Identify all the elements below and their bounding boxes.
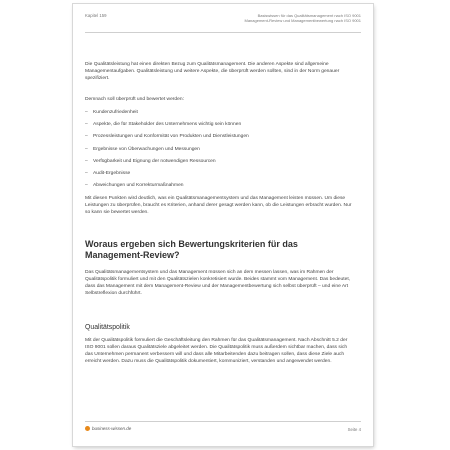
page-header <box>85 12 361 33</box>
list-item: – Aspekte, die für Stakeholder des Unternehmens wichtig sein können <box>85 122 353 134</box>
list-item: – Kundenzufriedenheit <box>85 110 353 122</box>
subsection-heading: Qualitätspolitik <box>85 324 130 331</box>
header-title-line2: Management-Review und Managementbewertung nach ISO 9001 <box>244 18 361 24</box>
paragraph-1: Die Qualitätsleistung hat einen direkten Bezug zum Qualitätsmanagement. Die anderen Aspekte sind allgemeine Managementaufgaben. Qualitätsleistung und weitere Aspekte, die überprüft werden sollten, sind in der Norm genauer spezifiziert. <box>85 62 340 81</box>
list-item: – Verfügbarkeit und Eignung der notwendigen Ressourcen <box>85 159 353 171</box>
list-item: – Abweichungen und Korrekturmaßnahmen <box>85 183 353 195</box>
header-title-line1: Basiswissen für das Qualitätsmanagement nach ISO 9001 <box>257 13 361 18</box>
logo <box>85 426 131 431</box>
page-number: Seite 4 <box>347 427 361 432</box>
page-footer <box>85 421 361 436</box>
list-item: – Prozessleistungen und Konformität von Produkten und Dienstleistungen <box>85 134 353 146</box>
paragraph-5: Mit der Qualitätspolitik formuliert die Geschäftsleitung den Rahmen für das Qualitätsmanagement. Nach Abschnitt 5.2 der ISO 9001 sollen daraus Qualitätsziele abgeleitet werden. Die Qualitätspolitik muss außerdem sichtbar machen, dass sich das Unternehmen permanent verbessern will und dass alle Mitarbeitenden dazu beitragen sollen, dass diese Ziele auch erreicht werden. Dazu muss die Qualitätspolitik dokumentiert, kommuniziert, verstanden und angewendet werden. <box>85 338 348 364</box>
paragraph-4: Das Qualitätsmanagementsystem und das Management müssen sich an dem messen lassen, was im Rahmen der Qualitätspolitik formuliert und mit den Qualitätszielen konkretisiert wurde. Beides stammt vom Management. Das bedeutet, dass das Management mit dem Management-Review und der Managementbewertung sich selbst überprüft – und eine Art Selbstreflexion durchführt. <box>85 270 351 296</box>
list-item: – Audit-Ergebnisse <box>85 171 353 183</box>
logo-text: business-wissen.de <box>92 426 132 431</box>
chapter-label: Kapitel 159 <box>85 13 107 18</box>
header-titles <box>244 13 361 23</box>
bullet-list <box>85 110 353 195</box>
paragraph-3: Mit diesen Punkten wird deutlich, was ein Qualitätsmanagementsystem und das Management leisten müssen. Um diese Leistungen zu überprüfen, braucht es Kriterien, anhand derer gesagt werden kann, ob die Leistungen erbracht wurden. Nur so kann sie bewertet werden. <box>85 196 352 215</box>
document-page <box>73 4 373 446</box>
list-item: – Ergebnisse von Überwachungen und Messungen <box>85 147 353 159</box>
logo-dot-icon <box>85 426 90 431</box>
paragraph-2: Demnach soll überprüft und bewertet werden: <box>85 97 184 102</box>
section-heading: Woraus ergeben sich Bewertungskriterien für das Management-Review? <box>85 239 298 261</box>
